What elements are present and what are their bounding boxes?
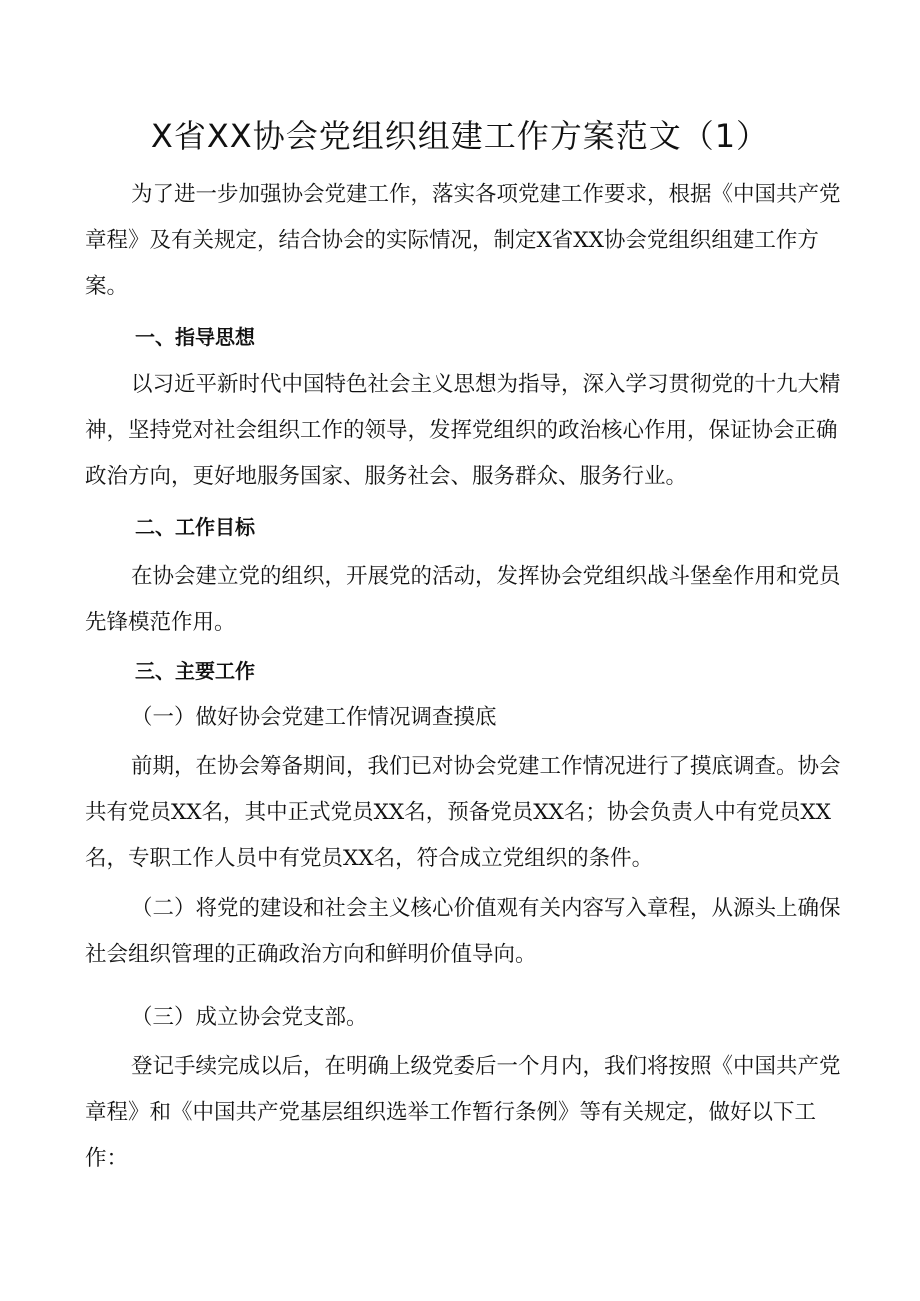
section-1-paragraph: 以习近平新时代中国特色社会主义思想为指导，深入学习贯彻党的十九大精神，坚持党对社会组织工作的领导，发挥党组织的政治核心作用，保证协会正确政治方向，更好地服务国家、服务社会、服务群众、服务行业。 [85, 372, 841, 489]
section-2-heading: 二、工作目标 [135, 515, 255, 539]
section-1-heading: 一、指导思想 [135, 325, 255, 349]
section-3-heading: 三、主要工作 [135, 659, 255, 683]
intro-paragraph: 为了进一步加强协会党建工作，落实各项党建工作要求，根据《中国共产党章程》及有关规定，结合协会的实际情况，制定X省XX协会党组织组建工作方案。 [85, 182, 841, 299]
item-2-paragraph: （二）将党的建设和社会主义核心价值观有关内容写入章程，从源头上确保社会组织管理的正确政治方向和鲜明价值导向。 [85, 896, 841, 967]
item-1-heading: （一）做好协会党建工作情况调查摸底 [131, 705, 497, 730]
item-3-paragraph: 登记手续完成以后，在明确上级党委后一个月内，我们将按照《中国共产党章程》和《中国共产党基层组织选举工作暂行条例》等有关规定，做好以下工作： [85, 1054, 841, 1171]
item-1-paragraph: 前期，在协会筹备期间，我们已对协会党建工作情况进行了摸底调查。协会共有党员XX名，其中正式党员XX名，预备党员XX名；协会负责人中有党员XX名，专职工作人员中有党员XX名，符合成立党组织的条件。 [85, 754, 841, 871]
item-3-heading: （三）成立协会党支部。 [131, 1005, 368, 1030]
document-title: X省XX协会党组织组建工作方案范文（1） [150, 117, 770, 155]
section-2-paragraph: 在协会建立党的组织，开展党的活动，发挥协会党组织战斗堡垒作用和党员先锋模范作用。 [85, 564, 841, 635]
